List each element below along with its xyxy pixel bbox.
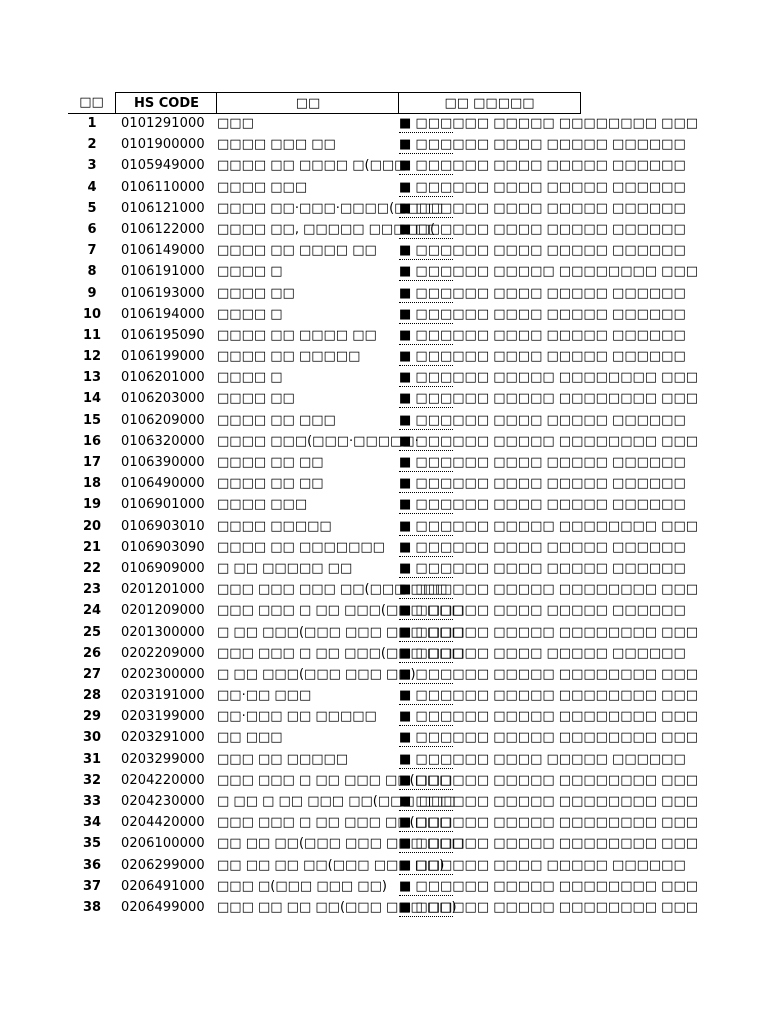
item-name-cell: □□□□ □□ □□□□□□□: [217, 539, 385, 555]
table-row: [0, 136, 768, 157]
note-cell: ■ □□□□□□ □□□□ □□□□□ □□□□□□: [399, 560, 686, 576]
note-cell: ■ □□□□□□ □□□□ □□□□□ □□□□□□: [399, 412, 686, 428]
note-cell: ■ □□□□□□ □□□□□ □□□□□□□□ □□□: [399, 709, 699, 725]
item-name-cell: □□□□ □□□(□□□·□□□□□·: [217, 433, 419, 449]
table-row: [0, 560, 768, 581]
item-name-cell: □□ □□ □□(□□□ □□□ □□□ □□□: [217, 836, 464, 852]
item-name-cell: □□□□ □□ □□□□ □(□□□: [217, 158, 407, 174]
row-number: 1: [87, 116, 97, 131]
row-number: 3: [87, 158, 97, 174]
note-cell: ■ □□□□□□ □□□□ □□□□□ □□□□□□: [399, 179, 686, 195]
row-number: 22: [82, 560, 102, 576]
table-row: [0, 772, 768, 793]
table-row: [0, 433, 768, 454]
hs-code-cell: 0105949000: [121, 158, 205, 174]
item-name-cell: □□□□ □□: [217, 285, 295, 301]
hs-code-cell: 0106320000: [121, 433, 205, 449]
item-name-cell: □ □□ □□□□□ □□: [217, 560, 353, 576]
row-number: 7: [87, 243, 97, 259]
table-row: [0, 814, 768, 835]
hs-code-cell: 0106149000: [121, 243, 205, 259]
row-number: 34: [82, 815, 102, 831]
hs-code-cell: 0203199000: [121, 709, 205, 725]
row-number: 26: [82, 645, 102, 661]
hs-code-cell: 0201201000: [121, 582, 205, 598]
table-row: [0, 793, 768, 814]
row-number: 6: [87, 221, 97, 237]
item-name-cell: □□□□ □: [217, 306, 283, 322]
hs-code-cell: 0202300000: [121, 666, 205, 682]
row-number: 13: [82, 370, 102, 386]
item-name-cell: □□ □□ □□ □□(□□□ □□□ □□): [217, 857, 445, 873]
note-cell: ■ □□□□□□ □□□□ □□□□□ □□□□□□: [399, 137, 686, 153]
hs-code-cell: 0106195090: [121, 327, 205, 343]
row-number: 31: [82, 751, 102, 767]
table-row: [0, 390, 768, 411]
row-number: 12: [82, 349, 102, 365]
row-number: 38: [82, 899, 102, 915]
table-row: [0, 242, 768, 263]
table-row: [0, 687, 768, 708]
item-name-cell: □□□ □□□ □ □□ □□□(□□□ □□□: [217, 603, 464, 619]
hs-code-cell: 0204420000: [121, 815, 205, 831]
table-row: [0, 496, 768, 517]
table-row: [0, 200, 768, 221]
table-row: [0, 666, 768, 687]
hs-code-cell: 0206100000: [121, 836, 205, 852]
table-row: [0, 157, 768, 178]
note-cell: ■ □□□□□□ □□□□□ □□□□□□□□ □□□: [399, 370, 699, 386]
note-cell: ■ □□□□□□ □□□□ □□□□□ □□□□□□: [399, 857, 686, 873]
row-number: 28: [82, 688, 102, 704]
table-row: [0, 518, 768, 539]
row-number: 25: [82, 624, 102, 640]
note-cell: ■ □□□□□□ □□□□ □□□□□ □□□□□□: [399, 751, 686, 767]
row-number: 19: [82, 497, 102, 513]
item-name-cell: □□□ □(□□□ □□□ □□): [217, 878, 387, 894]
item-name-cell: □□□□ □□ □□: [217, 476, 324, 492]
item-name-cell: □□□ □□□ □ □□ □□□ □□(□□□: [217, 815, 452, 831]
item-name-cell: □□□□ □□ □□□: [217, 412, 336, 428]
table-row: [0, 221, 768, 242]
item-name-cell: □□·□□□ □□ □□□□□: [217, 709, 377, 725]
item-name-cell: □□□□ □: [217, 264, 283, 280]
note-cell: ■ □□□□□□ □□□□□ □□□□□□□□ □□□: [399, 264, 699, 280]
row-number: 24: [82, 603, 102, 619]
table-row: [0, 179, 768, 200]
item-name-cell: □□□ □□ □□ □□(□□□ □□□ □□): [217, 899, 457, 915]
row-number: 15: [82, 412, 102, 428]
note-cell: ■ □□□□□□ □□□□ □□□□□ □□□□□□: [399, 645, 686, 661]
hs-code-cell: 0106110000: [121, 179, 205, 195]
item-name-cell: □□□□ □□ □□□□□: [217, 349, 361, 365]
note-cell: ■ □□□□□□ □□□□□ □□□□□□□□ □□□: [399, 116, 699, 131]
row-number: 14: [82, 391, 102, 407]
hs-code-cell: 0106490000: [121, 476, 205, 492]
item-name-cell: □□·□□ □□□: [217, 688, 312, 704]
table-row: [0, 878, 768, 899]
row-number: 10: [82, 306, 102, 322]
note-cell: ■ □□□□□□ □□□□□ □□□□□□□□ □□□: [399, 688, 699, 704]
note-cell: ■ □□□□□□ □□□□ □□□□□ □□□□□□: [399, 497, 686, 513]
row-number: 11: [82, 327, 102, 343]
table-row: [0, 857, 768, 878]
note-cell: ■ □□□□□□ □□□□□ □□□□□□□□ □□□: [399, 391, 699, 407]
note-cell: ■ □□□□□□ □□□□□ □□□□□□□□ □□□: [399, 666, 699, 682]
table-row: [0, 327, 768, 348]
row-number: 35: [82, 836, 102, 852]
table-row: [0, 285, 768, 306]
table-row: [0, 454, 768, 475]
header-hs-code: HS CODE: [115, 92, 217, 114]
item-name-cell: □□□□ □□□ □□: [217, 137, 336, 153]
hs-code-cell: 0106903010: [121, 518, 205, 534]
note-cell: ■ □□□□□□ □□□□ □□□□□ □□□□□□: [399, 221, 686, 237]
hs-code-cell: 0206499000: [121, 899, 205, 915]
table-row: [0, 539, 768, 560]
hs-code-cell: 0204230000: [121, 794, 205, 809]
row-number: 21: [82, 539, 102, 555]
table-row: [0, 306, 768, 327]
hs-code-cell: 0201300000: [121, 624, 205, 640]
table-row: [0, 729, 768, 750]
row-number: 8: [87, 264, 97, 280]
item-name-cell: □ □□ □□□(□□□ □□□ □□): [217, 666, 416, 682]
note-cell: ■ □□□□□□ □□□□ □□□□□ □□□□□□: [399, 200, 686, 216]
hs-code-cell: 0106390000: [121, 455, 205, 470]
row-number: 16: [82, 433, 102, 449]
item-name-cell: □□□□ □□: [217, 391, 295, 407]
hs-code-cell: 0106194000: [121, 306, 205, 322]
hs-code-cell: 0106122000: [121, 221, 205, 237]
header-divider: [68, 113, 581, 114]
table-row: [0, 708, 768, 729]
header-note: □□ □□□□□: [398, 92, 581, 114]
hs-code-cell: 0106121000: [121, 200, 205, 216]
hs-code-cell: 0202209000: [121, 645, 205, 661]
item-name-cell: □□□ □□□ □ □□ □□□ □□(□□□: [217, 772, 452, 788]
table-row: [0, 645, 768, 666]
item-name-cell: □□ □□□: [217, 730, 283, 746]
note-cell: ■ □□□□□□ □□□□ □□□□□ □□□□□□: [399, 243, 686, 259]
hs-code-cell: 0206491000: [121, 878, 205, 894]
row-number: 20: [82, 518, 102, 534]
hs-code-cell: 0204220000: [121, 772, 205, 788]
item-name-cell: □□□□ □□□□□: [217, 518, 332, 534]
note-cell: ■ □□□□□□ □□□□□ □□□□□□□□ □□□: [399, 730, 699, 746]
hs-code-cell: 0101900000: [121, 137, 205, 153]
item-name-cell: □□□□ □□ □□: [217, 455, 324, 470]
note-cell: ■ □□□□□□ □□□□□ □□□□□□□□ □□□: [399, 794, 699, 809]
table-body: [0, 115, 768, 920]
hs-code-cell: 0106191000: [121, 264, 205, 280]
table-row: [0, 115, 768, 136]
header-name: □□: [216, 92, 399, 114]
item-name-cell: □ □□ □ □□ □□□ □□(□□□ □□□: [217, 794, 456, 809]
table-row: [0, 602, 768, 623]
note-cell: ■ □□□□□□ □□□□ □□□□□ □□□□□□: [399, 158, 686, 174]
item-name-cell: □ □□ □□□(□□□ □□□ □□□ □□□: [217, 624, 464, 640]
note-cell: ■ □□□□□□ □□□□ □□□□□ □□□□□□: [399, 327, 686, 343]
table-row: [0, 581, 768, 602]
hs-code-cell: 0101291000: [121, 116, 205, 131]
hs-code-cell: 0206299000: [121, 857, 205, 873]
row-number: 32: [82, 772, 102, 788]
hs-code-cell: 0106903090: [121, 539, 205, 555]
header-no: □□: [79, 95, 104, 110]
note-cell: ■ □□□□□□ □□□□ □□□□□ □□□□□□: [399, 455, 686, 470]
item-name-cell: □□□□ □□ □□□□ □□: [217, 327, 377, 343]
hs-code-cell: 0106909000: [121, 560, 205, 576]
note-cell: ■ □□□□□□ □□□□ □□□□□ □□□□□□: [399, 349, 686, 365]
hs-code-cell: 0203291000: [121, 730, 205, 746]
note-cell: ■ □□□□□□ □□□□□ □□□□□□□□ □□□: [399, 582, 699, 598]
row-number: 9: [87, 285, 97, 301]
hs-code-cell: 0106901000: [121, 497, 205, 513]
note-cell: ■ □□□□□□ □□□□□ □□□□□□□□ □□□: [399, 836, 699, 852]
note-cell: ■ □□□□□□ □□□□□ □□□□□□□□ □□□: [399, 624, 699, 640]
note-cell: ■ □□□□□□ □□□□□ □□□□□□□□ □□□: [399, 899, 699, 915]
note-cell: ■ □□□□□□ □□□□ □□□□□ □□□□□□: [399, 539, 686, 555]
table-row: [0, 369, 768, 390]
note-cell: ■ □□□□□□ □□□□ □□□□□ □□□□□□: [399, 476, 686, 492]
table-row: [0, 348, 768, 369]
row-number: 27: [82, 666, 102, 682]
row-number: 4: [87, 179, 97, 195]
table-row: [0, 624, 768, 645]
table-row: [0, 835, 768, 856]
item-name-cell: □□□: [217, 116, 254, 131]
item-name-cell: □□□□ □□□: [217, 179, 308, 195]
table-row: [0, 263, 768, 284]
item-name-cell: □□□□ □: [217, 370, 283, 386]
item-name-cell: □□□□ □□ □□□□ □□: [217, 243, 377, 259]
item-name-cell: □□□□ □□, □□□□□ □□□□□(: [217, 221, 436, 237]
table-row: [0, 475, 768, 496]
hs-code-cell: 0106199000: [121, 349, 205, 365]
item-name-cell: □□□ □□□ □ □□ □□□(□□□ □□□: [217, 645, 464, 661]
item-name-cell: □□□ □□ □□□□□: [217, 751, 349, 767]
note-cell: ■ □□□□□□ □□□□□ □□□□□□□□ □□□: [399, 878, 699, 894]
hs-code-cell: 0106203000: [121, 391, 205, 407]
row-number: 30: [82, 730, 102, 746]
note-cell: ■ □□□□□□ □□□□ □□□□□ □□□□□□: [399, 603, 686, 619]
hs-code-cell: 0203299000: [121, 751, 205, 767]
note-cell: ■ □□□□□□ □□□□□ □□□□□□□□ □□□: [399, 772, 699, 788]
item-name-cell: □□□ □□□ □□□ □□(□□□ □□□: [217, 582, 448, 598]
note-cell: ■ □□□□□□ □□□□□ □□□□□□□□ □□□: [399, 433, 699, 449]
hs-code-cell: 0203191000: [121, 688, 205, 704]
table-row: [0, 412, 768, 433]
row-number: 33: [82, 794, 102, 809]
note-cell: ■ □□□□□□ □□□□□ □□□□□□□□ □□□: [399, 518, 699, 534]
table-row: [0, 751, 768, 772]
row-number: 2: [87, 137, 97, 153]
hs-code-cell: 0106209000: [121, 412, 205, 428]
row-number: 37: [82, 878, 102, 894]
item-name-cell: □□□□ □□□: [217, 497, 308, 513]
row-number: 23: [82, 582, 102, 598]
row-number: 36: [82, 857, 102, 873]
row-number: 29: [82, 709, 102, 725]
row-number: 5: [87, 200, 97, 216]
hs-code-cell: 0106201000: [121, 370, 205, 386]
note-cell: ■ □□□□□□ □□□□□ □□□□□□□□ □□□: [399, 815, 699, 831]
table-row: [0, 899, 768, 920]
hs-code-cell: 0201209000: [121, 603, 205, 619]
note-cell: ■ □□□□□□ □□□□ □□□□□ □□□□□□: [399, 285, 686, 301]
row-number: 18: [82, 476, 102, 492]
note-cell: ■ □□□□□□ □□□□ □□□□□ □□□□□□: [399, 306, 686, 322]
item-name-cell: □□□□ □□·□□□·□□□□(□□□□: [217, 200, 444, 216]
hs-code-cell: 0106193000: [121, 285, 205, 301]
row-number: 17: [82, 455, 102, 470]
